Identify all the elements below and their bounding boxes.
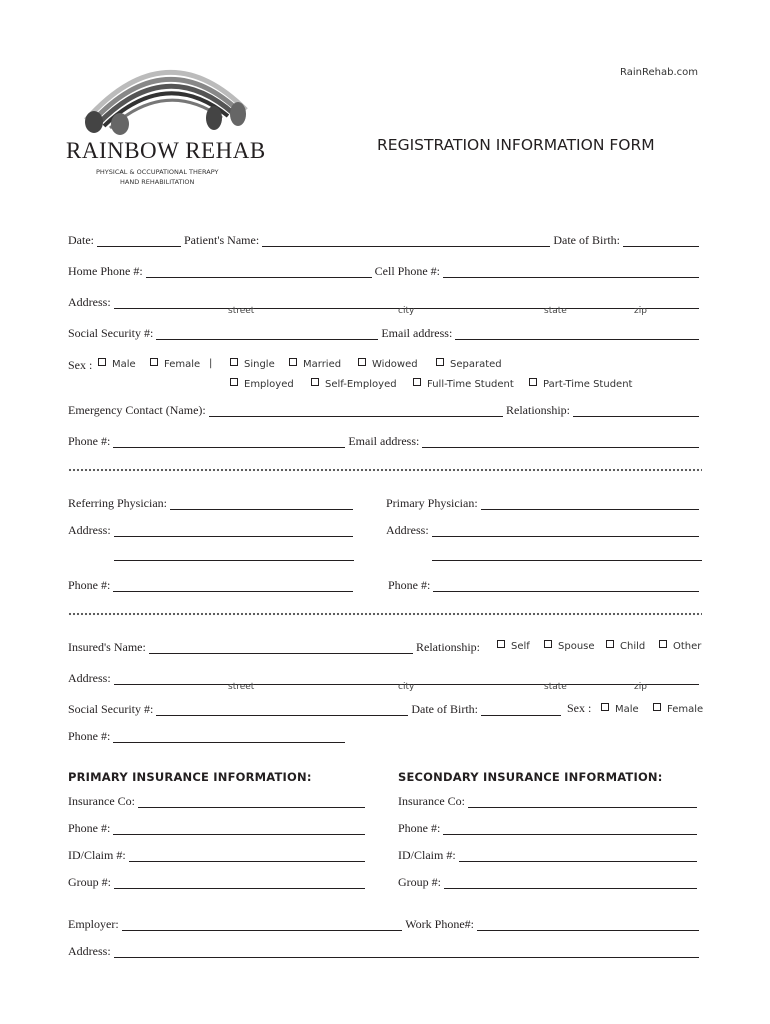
option-female[interactable] [150,358,200,370]
secondary-insurance-co-label: Insurance Co: [398,794,465,808]
primary-address-field[interactable] [432,525,699,537]
primary-address-label: Address: [386,523,429,537]
primary-insurance-phone-field[interactable] [113,823,365,835]
option-full-time-student[interactable] [413,378,514,390]
ssn-field[interactable] [156,328,378,340]
logo-name: RAINBOW REHAB [66,138,266,163]
emergency-contact-label: Emergency Contact (Name): [68,403,206,417]
secondary-insurance-co-field[interactable] [468,796,697,808]
patient-name-label: Patient's Name: [184,233,260,247]
row-primary-phone [388,576,702,592]
option-part-time-student-label: Part-Time Student [543,379,633,390]
secondary-claim-label: ID/Claim #: [398,848,456,862]
option-separated[interactable] [436,358,502,370]
option-self[interactable] [497,640,530,652]
row-date-patient-dob [68,231,702,247]
primary-insurance-phone-label: Phone #: [68,821,111,835]
city-sublabel: city [398,682,415,692]
option-other-label: Other [673,641,702,652]
checkbox-icon[interactable] [230,378,238,386]
referring-physician-field[interactable] [170,498,353,510]
checkbox-icon[interactable] [413,378,421,386]
website-url[interactable]: RainRehab.com [620,67,698,78]
state-sublabel: state [544,306,567,316]
option-spouse-label: Spouse [558,641,595,652]
option-single-label: Single [244,359,275,370]
insured-address-label: Address: [68,671,111,685]
option-other[interactable] [659,640,701,652]
option-self-employed-label: Self-Employed [325,379,397,390]
primary-claim-field[interactable] [129,850,365,862]
secondary-group-field[interactable] [444,877,697,889]
email-label: Email address: [381,326,453,340]
email-field[interactable] [455,328,699,340]
relationship-label: Relationship: [506,403,570,417]
checkbox-icon[interactable] [659,640,667,648]
row-emergency-contact [68,401,702,417]
option-divider: | [209,358,213,369]
primary-insurance-co-label: Insurance Co: [68,794,135,808]
row-emergency-phone [68,432,702,448]
emergency-contact-field[interactable] [209,405,503,417]
option-insured-female[interactable] [653,703,703,715]
street-sublabel: street [228,682,255,692]
dob-label: Date of Birth: [553,233,620,247]
option-spouse[interactable] [544,640,595,652]
insured-dob-label: Date of Birth: [411,702,478,716]
primary-phone-field[interactable] [433,580,699,592]
emergency-phone-field[interactable] [113,436,345,448]
referring-address-label: Address: [68,523,111,537]
row-primary-physician [386,494,702,510]
option-child-label: Child [620,641,646,652]
option-self-label: Self [511,641,530,652]
insured-ssn-field[interactable] [156,704,408,716]
row-employer [68,915,702,931]
checkbox-icon[interactable] [606,640,614,648]
referring-phone-label: Phone #: [68,578,111,592]
insured-relationship-label: Relationship: [416,640,480,654]
row-insured-name [68,638,480,654]
dotted-separator [68,468,702,472]
checkbox-icon[interactable] [98,358,106,366]
employer-address-field[interactable] [114,946,699,958]
state-sublabel: state [544,682,567,692]
option-employed[interactable] [230,378,294,390]
option-male-label: Male [112,359,136,370]
row-secondary-insurance-phone [398,819,700,835]
primary-address-line-2[interactable] [432,549,702,561]
date-label: Date: [68,233,94,247]
row-referring-phone [68,576,356,592]
checkbox-icon[interactable] [289,358,297,366]
street-sublabel: street [228,306,255,316]
city-sublabel: city [398,306,415,316]
insured-phone-label: Phone #: [68,729,111,743]
work-phone-field[interactable] [477,919,699,931]
row-patient-address [68,293,702,309]
emergency-email-field[interactable] [422,436,699,448]
referring-address-line-2[interactable] [114,549,354,561]
row-primary-insurance-phone [68,819,368,835]
primary-claim-label: ID/Claim #: [68,848,126,862]
employer-label: Employer: [68,917,119,931]
insured-dob-field[interactable] [481,704,561,716]
insured-phone-field[interactable] [113,731,345,743]
row-insured-ssn [68,700,564,716]
row-secondary-group [398,873,700,889]
row-referring-physician [68,494,356,510]
patient-name-field[interactable] [262,235,550,247]
cell-phone-field[interactable] [443,266,699,278]
home-phone-label: Home Phone #: [68,264,143,278]
row-insured-phone [68,727,348,743]
option-female-label: Female [164,359,201,370]
rainbow-hands-icon [66,40,266,140]
primary-physician-label: Primary Physician: [386,496,478,510]
work-phone-label: Work Phone#: [405,917,474,931]
secondary-claim-field[interactable] [459,850,697,862]
primary-physician-field[interactable] [481,498,699,510]
dob-field[interactable] [623,235,699,247]
emergency-email-label: Email address: [348,434,420,448]
row-secondary-claim [398,846,700,862]
row-phones [68,262,702,278]
secondary-insurance-heading: SECONDARY INSURANCE INFORMATION: [398,770,663,784]
row-primary-address [386,521,702,537]
option-married[interactable] [289,358,341,370]
row-primary-insurance-co [68,792,368,808]
option-full-time-student-label: Full-Time Student [427,379,514,390]
home-phone-field[interactable] [146,266,372,278]
checkbox-icon[interactable] [436,358,444,366]
logo-tagline-2: HAND REHABILITATION [120,178,195,186]
primary-phone-label: Phone #: [388,578,431,592]
employer-field[interactable] [122,919,403,931]
secondary-group-label: Group #: [398,875,441,889]
date-field[interactable] [97,235,181,247]
option-employed-label: Employed [244,379,294,390]
row-primary-claim [68,846,368,862]
checkbox-icon[interactable] [653,703,661,711]
sex-row [68,356,92,374]
zip-sublabel: zip [634,306,647,316]
option-separated-label: Separated [450,359,502,370]
primary-group-label: Group #: [68,875,111,889]
checkbox-icon[interactable] [358,358,366,366]
option-male[interactable] [98,358,136,370]
option-widowed-label: Widowed [372,359,418,370]
option-married-label: Married [303,359,342,370]
checkbox-icon[interactable] [311,378,319,386]
dotted-separator [68,612,702,616]
row-insured-address [68,669,702,685]
option-insured-male[interactable] [601,703,639,715]
checkbox-icon[interactable] [529,378,537,386]
secondary-insurance-phone-label: Phone #: [398,821,441,835]
option-insured-female-label: Female [667,704,704,715]
logo-tagline-1: PHYSICAL & OCCUPATIONAL THERAPY [96,168,219,176]
secondary-insurance-phone-field[interactable] [443,823,697,835]
emergency-phone-label: Phone #: [68,434,111,448]
referring-physician-label: Referring Physician: [68,496,167,510]
row-primary-group [68,873,368,889]
employer-address-label: Address: [68,944,111,958]
row-employer-address [68,942,702,958]
checkbox-icon[interactable] [601,703,609,711]
insured-name-label: Insured's Name: [68,640,146,654]
zip-sublabel: zip [634,682,647,692]
cell-phone-label: Cell Phone #: [374,264,441,278]
option-widowed[interactable] [358,358,418,370]
rainbow-rehab-logo [66,40,266,190]
option-part-time-student[interactable] [529,378,632,390]
relationship-field[interactable] [573,405,699,417]
primary-insurance-heading: PRIMARY INSURANCE INFORMATION: [68,770,312,784]
primary-group-field[interactable] [114,877,365,889]
option-child[interactable] [606,640,645,652]
checkbox-icon[interactable] [544,640,552,648]
primary-insurance-co-field[interactable] [138,796,365,808]
row-ssn-email [68,324,702,340]
insured-name-field[interactable] [149,642,413,654]
sex-label: Sex : [68,358,93,372]
checkbox-icon[interactable] [230,358,238,366]
form-title: REGISTRATION INFORMATION FORM [377,136,655,154]
row-referring-address [68,521,356,537]
option-insured-male-label: Male [615,704,639,715]
checkbox-icon[interactable] [150,358,158,366]
option-single[interactable] [230,358,275,370]
ssn-label: Social Security #: [68,326,154,340]
insured-ssn-label: Social Security #: [68,702,154,716]
insured-sex-label: Sex : [567,701,592,715]
referring-address-field[interactable] [114,525,353,537]
checkbox-icon[interactable] [497,640,505,648]
referring-phone-field[interactable] [113,580,353,592]
option-self-employed[interactable] [311,378,397,390]
row-secondary-insurance-co [398,792,700,808]
address-label: Address: [68,295,111,309]
